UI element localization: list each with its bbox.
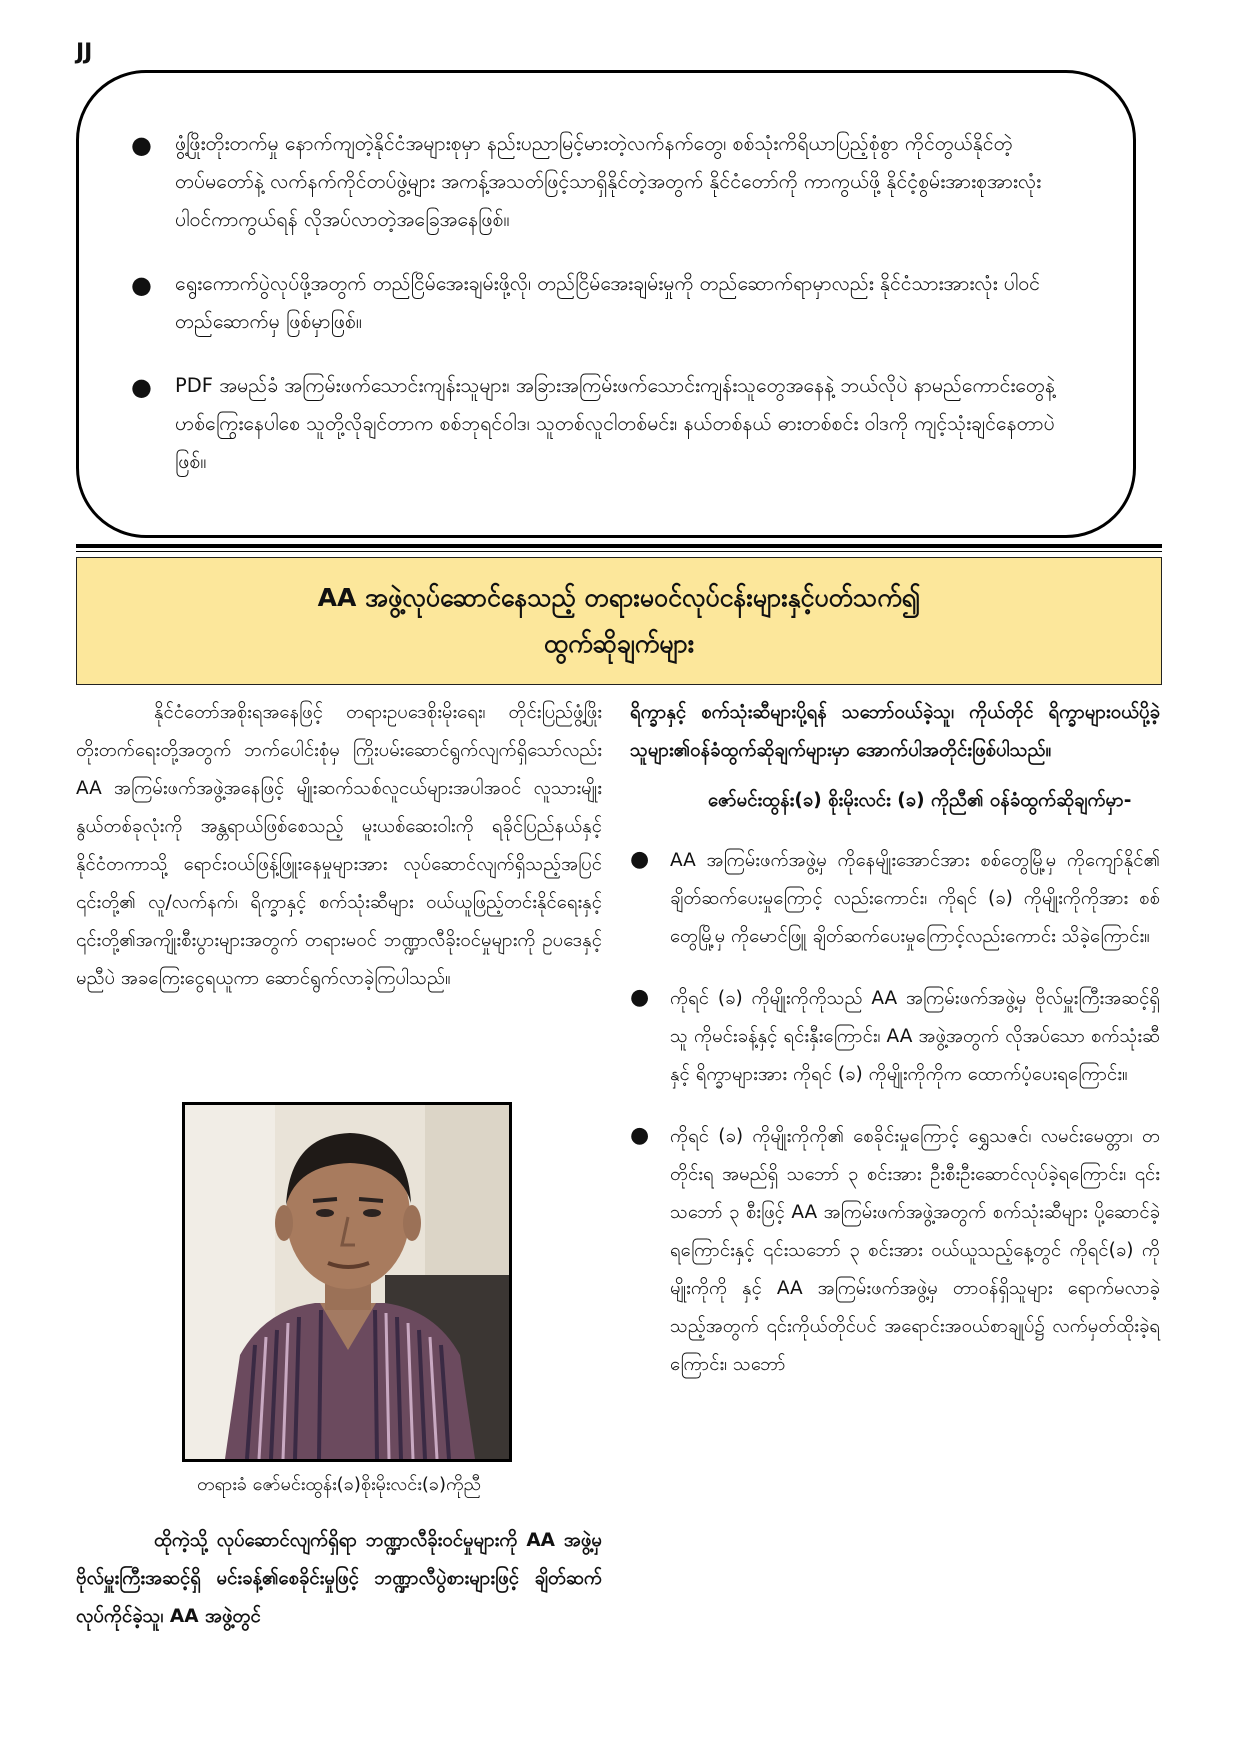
left-paragraph-2-text: ထိုကဲ့သို့ လုပ်ဆောင်လျက်ရှိရာ ဘဏ္ဍာလီခိုးဝင်မှုများကို AA အဖွဲ့မှ ဗိုလ်မှူးကြီးအဆင့်ရှိ မင်းခန့်၏စေခိုင်းမှုဖြင့် ဘဏ္ဍာလီပွဲစားများဖြင့် ချိတ်ဆက်လုပ်ကိုင်ခဲ့သူ၊ AA အဖွဲ့တွင်	[76, 1530, 602, 1627]
section-divider-thick	[76, 544, 1162, 548]
article-title-line-2: ထွက်ဆိုချက်များ	[543, 629, 695, 658]
bullet-icon: ●	[630, 1123, 650, 1148]
key-point-text: ရွေးကောက်ပွဲလုပ်ဖို့အတွက် တည်ငြိမ်အေးချမ်းဖို့လို၊ တည်ငြိမ်အေးချမ်းမှုကို တည်ဆောက်ရာမှာလည်း နိုင်ငံသားအားလုံး ပါဝင်တည်ဆောက်မှ ဖြစ်မှာဖြစ်။	[175, 272, 1040, 333]
key-point-2	[129, 265, 1081, 341]
portrait-image	[185, 1105, 509, 1459]
left-column	[76, 694, 602, 998]
article-title-box	[76, 557, 1162, 685]
bullet-icon: ●	[131, 271, 152, 299]
suspect-photo	[182, 1102, 512, 1462]
bullet-icon: ●	[630, 985, 650, 1010]
confession-item-2	[630, 980, 1160, 1094]
confession-text: ကိုရင် (ခ) ကိုမျိုးကိုကိုသည် AA အကြမ်းဖက်အဖွဲ့မှ ဗိုလ်မှူးကြီးအဆင့်ရှိသူ ကိုမင်းခန့်နှင့် ရင်းနှီးကြောင်း၊ AA အဖွဲ့အတွက် လိုအပ်သော စက်သုံးဆီနှင့် ရိက္ခာများအား ကိုရင် (ခ) ကိုမျိုးကိုကိုက ထောက်ပံ့ပေးရကြောင်း။	[670, 988, 1160, 1085]
key-point-text: ဖွံ့ဖြိုးတိုးတက်မှု နောက်ကျတဲ့နိုင်ငံအများစုမှာ နည်းပညာမြင့်မားတဲ့လက်နက်တွေ၊ စစ်သုံးကိရိယာပြည့်စုံစွာ ကိုင်တွယ်နိုင်တဲ့တပ်မတော်နဲ့ လက်နက်ကိုင်တပ်ဖွဲ့များ အကန့်အသတ်ဖြင့်သာရှိနိုင်တဲ့အတွက် နိုင်ငံတော်ကို ကာကွယ်ဖို့ နိုင်ငံ့စွမ်းအားစုအားလုံး ပါဝင်ကာကွယ်ရန် လိုအပ်လာတဲ့အခြေအနေဖြစ်။	[175, 132, 1042, 231]
key-point-text: PDF အမည်ခံ အကြမ်းဖက်သောင်းကျန်းသူများ၊ အခြားအကြမ်းဖက်သောင်းကျန်းသူတွေအနေနဲ့ ဘယ်လိုပဲ နာမည်ကောင်းတွေနဲ့ ဟစ်ကြွေးနေပါစေ သူတို့လိုချင်တာက စစ်ဘုရင်ဝါဒ၊ သူတစ်လူငါတစ်မင်း၊ နယ်တစ်နယ် ဓားတစ်စင်း ဝါဒကို ကျင့်သုံးချင်နေတာပဲဖြစ်။	[175, 374, 1056, 473]
confession-text: ကိုရင် (ခ) ကိုမျိုးကိုကို၏ စေခိုင်းမှုကြောင့် ရွှေသဇင်၊ လမင်းမေတ္တာ၊ တတိုင်းရ အမည်ရှိ သဘော် ၃ စင်းအား ဦးစီးဦးဆောင်လုပ်ခဲ့ရကြောင်း၊ ၎င်းသဘော် ၃ စီးဖြင့် AA အကြမ်းဖက်အဖွဲ့အတွက် စက်သုံးဆီများ ပို့ဆောင်ခဲ့ရကြောင်းနှင့် ၎င်းသဘော် ၃ စင်းအား ဝယ်ယူသည့်နေ့တွင် ကိုရင်(ခ) ကိုမျိုးကိုကို နှင့် AA အကြမ်းဖက်အဖွဲ့မှ တာဝန်ရှိသူများ ရောက်မလာခဲ့သည့်အတွက် ၎င်းကိုယ်တိုင်ပင် အရောင်းအဝယ်စာချုပ်၌ လက်မှတ်ထိုးခဲ့ရကြောင်း၊ သဘော်	[670, 1126, 1160, 1375]
left-paragraph-2	[76, 1522, 602, 1636]
key-point-1	[129, 125, 1081, 239]
confession-subheading: ဇော်မင်းထွန်း(ခ) စိုးမိုးလင်း (ခ) ကိုညီ၏ ဝန်ခံထွက်ဆိုချက်မှာ-	[708, 790, 1132, 811]
bullet-icon: ●	[131, 131, 152, 159]
page-number: JJ	[76, 40, 93, 65]
section-divider-thin	[76, 551, 1162, 552]
key-point-3	[129, 367, 1081, 481]
left-paragraph-1: နိုင်ငံတော်အစိုးရအနေဖြင့် တရားဥပဒေစိုးမိုးရေး၊ တိုင်းပြည်ဖွံ့ဖြိုးတိုးတက်ရေးတို့အတွက် ဘက်ပေါင်းစုံမှ ကြိုးပမ်းဆောင်ရွက်လျက်ရှိသော်လည်း AA အကြမ်းဖက်အဖွဲ့အနေဖြင့် မျိုးဆက်သစ်လူငယ်များအပါအဝင် လူသားမျိုးနွယ်တစ်ခုလုံးကို အန္တရာယ်ဖြစ်စေသည့် မူးယစ်ဆေးဝါးကို ရခိုင်ပြည်နယ်နှင့် နိုင်ငံတကာသို့ ရောင်းဝယ်ဖြန့်ဖြူးနေမှုများအား လုပ်ဆောင်လျက်ရှိသည့်အပြင် ၎င်းတို့၏ လူ/လက်နက်၊ ရိက္ခာနှင့် စက်သုံးဆီများ ဝယ်ယူဖြည့်တင်းနိုင်ရေးနှင့် ၎င်းတို့၏အကျိုးစီးပွားများအတွက် တရားမဝင် ဘဏ္ဍာလီခိုးဝင်မှုများကို ဥပဒေနှင့်မညီပဲ အခကြေးငွေရယူကာ ဆောင်ရွက်လာခဲ့ကြပါသည်။	[76, 702, 602, 989]
key-points-box	[76, 70, 1136, 538]
confession-text: AA အကြမ်းဖက်အဖွဲ့မှ ကိုနေမျိုးအောင်အား စစ်တွေမြို့မှ ကိုကျော်နိုင်၏ ချိတ်ဆက်ပေးမှုကြောင့် လည်းကောင်း၊ ကိုရင် (ခ) ကိုမျိုးကိုကိုအား စစ်တွေမြို့မှ ကိုမောင်ဖြူ ချိတ်ဆက်ပေးမှုကြောင့်လည်းကောင်း သိခဲ့ကြောင်း။	[670, 850, 1160, 947]
right-column	[630, 694, 1160, 1408]
right-intro: ရိက္ခာနှင့် စက်သုံးဆီများပို့ရန် သဘော်ဝယ်ခဲ့သူ၊ ကိုယ်တိုင် ရိက္ခာများဝယ်ပို့ခဲ့သူများ၏ဝန်ခံထွက်ဆိုချက်များမှာ အောက်ပါအတိုင်းဖြစ်ပါသည်။	[630, 702, 1160, 761]
confession-item-1	[630, 842, 1160, 956]
bullet-icon: ●	[131, 373, 152, 401]
bullet-icon: ●	[630, 847, 650, 872]
confession-item-3	[630, 1118, 1160, 1384]
article-title-line-1: AA အဖွဲ့လုပ်ဆောင်နေသည့် တရားမဝင်လုပ်ငန်းများနှင့်ပတ်သက်၍	[317, 583, 921, 612]
photo-caption: တရားခံ ဇော်မင်းထွန်း(ခ)စိုးမိုးလင်း(ခ)ကိုညီ	[196, 1474, 482, 1495]
